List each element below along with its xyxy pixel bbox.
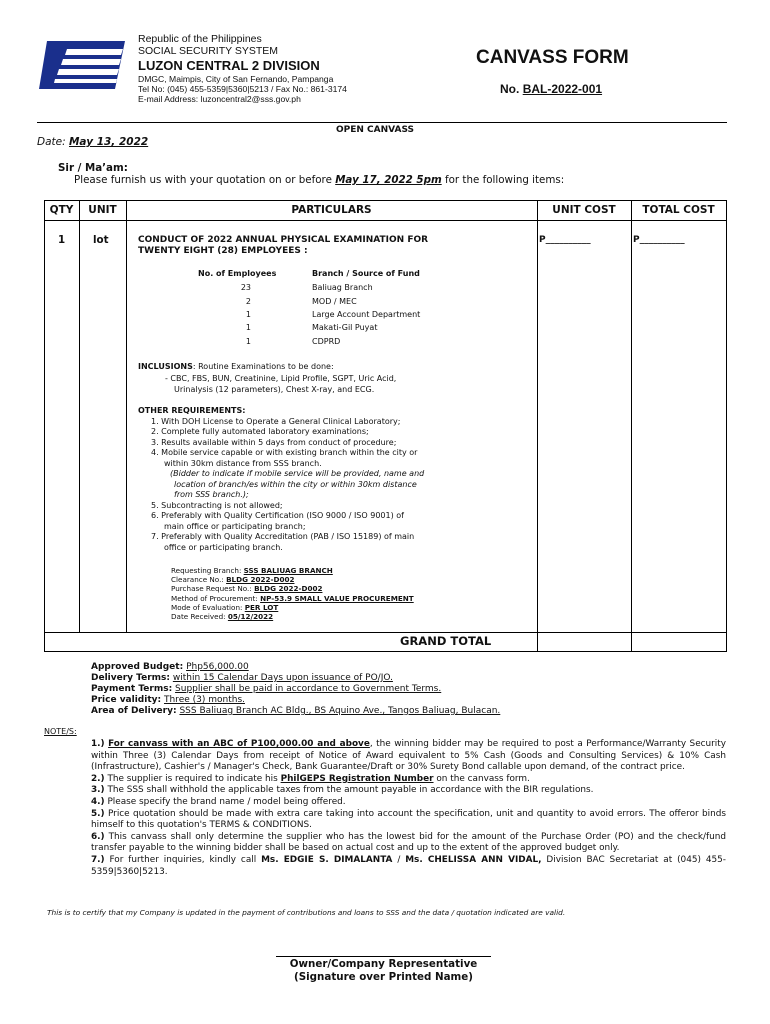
delivery-value: within 15 Calendar Days upon issuance of PO/JO. xyxy=(172,673,393,683)
purchase-request-no xyxy=(171,584,322,593)
note-7-sep: / xyxy=(397,854,401,865)
other-req-line: main office or participating branch; xyxy=(164,521,306,531)
procurement-method xyxy=(171,594,414,603)
other-req-line: 2. Complete fully automated laboratory examinations; xyxy=(151,427,369,436)
other-req-line: location of branch/es within the city or within 30km distance xyxy=(174,479,417,489)
method-value: NP-53.9 SMALL VALUE PROCUREMENT xyxy=(260,594,414,603)
branch-name: MOD / MEC xyxy=(312,297,357,306)
note-7-num: 7.) xyxy=(91,854,105,865)
delivery-label: Delivery Terms: xyxy=(91,673,170,683)
pr-value: BLDG 2022-D002 xyxy=(254,584,323,593)
col-header-unit: UNIT xyxy=(88,204,117,216)
form-number xyxy=(500,82,602,96)
row-qty: 1 xyxy=(58,234,66,246)
budget-value: Php56,000.00 xyxy=(186,662,249,672)
branch-count: 1 xyxy=(245,337,251,346)
clearance-label: Clearance No.: xyxy=(171,575,224,584)
branch-name: Baliuag Branch xyxy=(312,283,373,292)
grand-total-label: GRAND TOTAL xyxy=(400,634,492,648)
note-2-num: 2.) xyxy=(91,773,105,784)
inclusions-line2: Urinalysis (12 parameters), Chest X-ray, and ECG. xyxy=(174,385,375,394)
other-req-line: within 30km distance from SSS branch. xyxy=(164,458,322,468)
inclusions-text: : Routine Examinations to be done: xyxy=(192,362,334,371)
note-2 xyxy=(91,774,726,786)
row-title-line2: TWENTY EIGHT (28) EMPLOYEES : xyxy=(138,246,308,256)
certification-text: This is to certify that my Company is updated in the payment of contributions and loans to SSS and the data / quotation indicated are valid. xyxy=(47,908,566,917)
branch-count: 2 xyxy=(245,297,251,306)
header-republic: Republic of the Philippines xyxy=(138,33,262,45)
form-number-value: BAL-2022-001 xyxy=(522,82,603,96)
row-total-cost-blank[interactable]: P__________ xyxy=(633,235,685,245)
col-divider-qty xyxy=(79,200,80,632)
header-division: LUZON CENTRAL 2 DIVISION xyxy=(138,58,320,73)
budget-label: Approved Budget: xyxy=(91,662,184,672)
note-4 xyxy=(91,797,726,809)
note-7-name2: Ms. CHELISSA ANN VIDAL, xyxy=(405,854,542,865)
area-value: SSS Baliuag Branch AC Bldg., BS Aquino Ave., Tangos Baliuag, Bulacan. xyxy=(179,706,501,716)
other-req-line: 3. Results available within 5 days from conduct of procedure; xyxy=(151,437,397,447)
other-req-line: 6. Preferably with Quality Certification (ISO 9000 / ISO 9001) of xyxy=(151,511,404,520)
branch-count: 23 xyxy=(240,283,251,292)
row-unit: lot xyxy=(93,234,109,246)
col-divider-unit xyxy=(126,200,127,632)
other-req-line: 4. Mobile service capable or with existing branch within the city or xyxy=(151,448,418,457)
area-label: Area of Delivery: xyxy=(91,706,177,716)
date-value: May 13, 2022 xyxy=(68,136,149,148)
table-header-border xyxy=(44,220,727,221)
branch-name: Large Account Department xyxy=(312,310,421,319)
notes-label: NOTE/S: xyxy=(44,727,77,736)
col-divider-particulars xyxy=(537,200,538,651)
validity-value: Three (3) months. xyxy=(163,695,245,705)
request-branch-value: SSS BALIUAG BRANCH xyxy=(243,566,333,575)
price-validity xyxy=(91,695,245,706)
note-1 xyxy=(91,739,726,774)
note-6 xyxy=(91,832,726,855)
note-2-bold: PhilGEPS Registration Number xyxy=(280,773,434,784)
header-agency: SOCIAL SECURITY SYSTEM xyxy=(138,45,279,57)
other-req-line: office or participating branch. xyxy=(164,542,283,552)
date-label: Date: xyxy=(37,136,66,148)
request-branch-label: Requesting Branch: xyxy=(171,566,242,575)
open-canvass-label: OPEN CANVASS xyxy=(336,125,415,135)
note-4-num: 4.) xyxy=(91,796,105,807)
note-7-after: Division BAC Secretariat at (045) 455-5359|5360|5213. xyxy=(91,854,726,877)
col-divider-unitcost xyxy=(631,200,632,651)
received-label: Date Received: xyxy=(171,612,226,621)
branch-count: 1 xyxy=(245,310,251,319)
area-of-delivery xyxy=(91,706,500,717)
col-header-qty: QTY xyxy=(49,204,74,216)
mode-value: PER LOT xyxy=(244,603,279,612)
form-title: CANVASS FORM xyxy=(476,47,629,68)
branches-col-count: No. of Employees xyxy=(198,269,277,278)
note-7 xyxy=(91,855,726,878)
header-email: E-mail Address: luzoncentral2@sss.gov.ph xyxy=(138,94,301,104)
note-4-text: Please specify the brand name / model being offered. xyxy=(107,796,346,807)
note-7-name1: Ms. EDGIE S. DIMALANTA xyxy=(261,854,393,865)
other-req-line: 7. Preferably with Quality Accreditation (PAB / ISO 15189) of main xyxy=(151,532,415,541)
col-header-total-cost: TOTAL COST xyxy=(642,204,715,216)
other-req-line: 1. With DOH License to Operate a General Clinical Laboratory; xyxy=(151,416,401,426)
signature-line[interactable] xyxy=(276,956,491,957)
payment-label: Payment Terms: xyxy=(91,684,173,694)
note-5-num: 5.) xyxy=(91,808,105,819)
row-unit-cost-blank[interactable]: P__________ xyxy=(539,235,591,245)
table-bottom-border xyxy=(44,651,727,652)
intro-before: Please furnish us with your quotation on or before xyxy=(74,174,332,186)
date-received xyxy=(171,612,273,621)
pr-label: Purchase Request No.: xyxy=(171,584,252,593)
table-left-border xyxy=(44,200,45,651)
note-6-num: 6.) xyxy=(91,831,105,842)
note-2-before: The supplier is required to indicate his xyxy=(107,773,278,784)
intro-after: for the following items: xyxy=(444,174,565,186)
method-label: Method of Procurement: xyxy=(171,594,258,603)
table-grand-total-top xyxy=(44,632,727,633)
intro-deadline: May 17, 2022 5pm xyxy=(335,174,442,186)
header-divider xyxy=(37,122,727,123)
sss-logo-icon xyxy=(37,35,127,95)
evaluation-mode xyxy=(171,603,278,612)
inclusions-label: INCLUSIONS xyxy=(138,362,193,371)
header-phone: Tel No: (045) 455-5359|5360|5213 / Fax No.: 861-3174 xyxy=(138,84,347,94)
form-number-label: No. xyxy=(500,82,520,96)
note-7-before: For further inquiries, kindly call xyxy=(109,854,257,865)
salutation: Sir / Ma’am: xyxy=(58,162,128,174)
branch-name: CDPRD xyxy=(312,337,341,346)
note-1-num: 1.) xyxy=(91,739,105,749)
branches-col-branch: Branch / Source of Fund xyxy=(312,269,420,278)
note-1-bold: For canvass with an ABC of P100,000.00 and above xyxy=(108,739,370,749)
other-req-line: from SSS branch.); xyxy=(174,490,249,499)
table-top-border xyxy=(44,200,727,201)
note-3-num: 3.) xyxy=(91,785,105,796)
note-2-after: on the canvass form. xyxy=(436,773,530,784)
mode-label: Mode of Evaluation: xyxy=(171,603,243,612)
request-branch xyxy=(171,566,333,575)
other-req-line: (Bidder to indicate if mobile service will be provided, name and xyxy=(170,469,425,478)
note-3 xyxy=(91,785,726,797)
signature-title: Owner/Company Representative xyxy=(289,958,478,970)
payment-terms xyxy=(91,684,441,695)
clearance-no xyxy=(171,575,294,584)
delivery-terms xyxy=(91,673,393,684)
note-3-text: The SSS shall withhold the applicable taxes from the amount payable in accordance with the BIR regulations. xyxy=(107,785,594,796)
note-5 xyxy=(91,809,726,832)
date-row xyxy=(37,136,148,148)
other-req-heading: OTHER REQUIREMENTS: xyxy=(138,406,246,415)
inclusions-heading xyxy=(138,362,334,372)
signature-subtitle: (Signature over Printed Name) xyxy=(294,971,473,983)
col-header-unit-cost: UNIT COST xyxy=(552,204,616,216)
approved-budget xyxy=(91,662,249,673)
inclusions-line1: - CBC, FBS, BUN, Creatinine, Lipid Profile, SGPT, Uric Acid, xyxy=(165,374,397,383)
payment-value: Supplier shall be paid in accordance to Government Terms. xyxy=(175,684,442,694)
header-address: DMGC, Maimpis, City of San Fernando, Pampanga xyxy=(138,74,334,84)
branch-name: Makati-Gil Puyat xyxy=(312,323,378,332)
intro-text xyxy=(74,174,564,186)
col-header-particulars: PARTICULARS xyxy=(291,204,372,216)
clearance-value: BLDG 2022-D002 xyxy=(226,575,295,584)
row-title-line1: CONDUCT OF 2022 ANNUAL PHYSICAL EXAMINATION FOR xyxy=(138,235,429,245)
note-1-text: , the winning bidder may be required to post a Performance/Warranty Security within Three (3) Calendar Days from receipt of Notice of Award equivalent to 5% Cash (Goods and Consulting Services) & 10% Cash (Infrastructure), Cashier's / Manager's Check, Bank Guarantee/Draft or 30% Surety Bond callable upon demand, of the contract price. xyxy=(91,739,727,773)
validity-label: Price validity: xyxy=(91,695,162,705)
note-5-text: Price quotation should be made with extra care taking into account the specification, unit and quantity to avoid errors. The offeror binds himself to this quotation's TERMS & CONDITIONS. xyxy=(91,808,726,831)
note-6-text: This canvass shall only determine the supplier who has the lowest bid for the amount of the Purchase Order (PO) and the check/fund transfer payable to the winning bidder shall be based on actual cost and up to the extent of the approved budget only. xyxy=(91,831,726,854)
received-value: 05/12/2022 xyxy=(227,612,274,621)
notes-list xyxy=(91,739,726,878)
other-req-line: 5. Subcontracting is not allowed; xyxy=(151,500,283,510)
table-right-border xyxy=(726,200,727,651)
branch-count: 1 xyxy=(245,323,251,332)
